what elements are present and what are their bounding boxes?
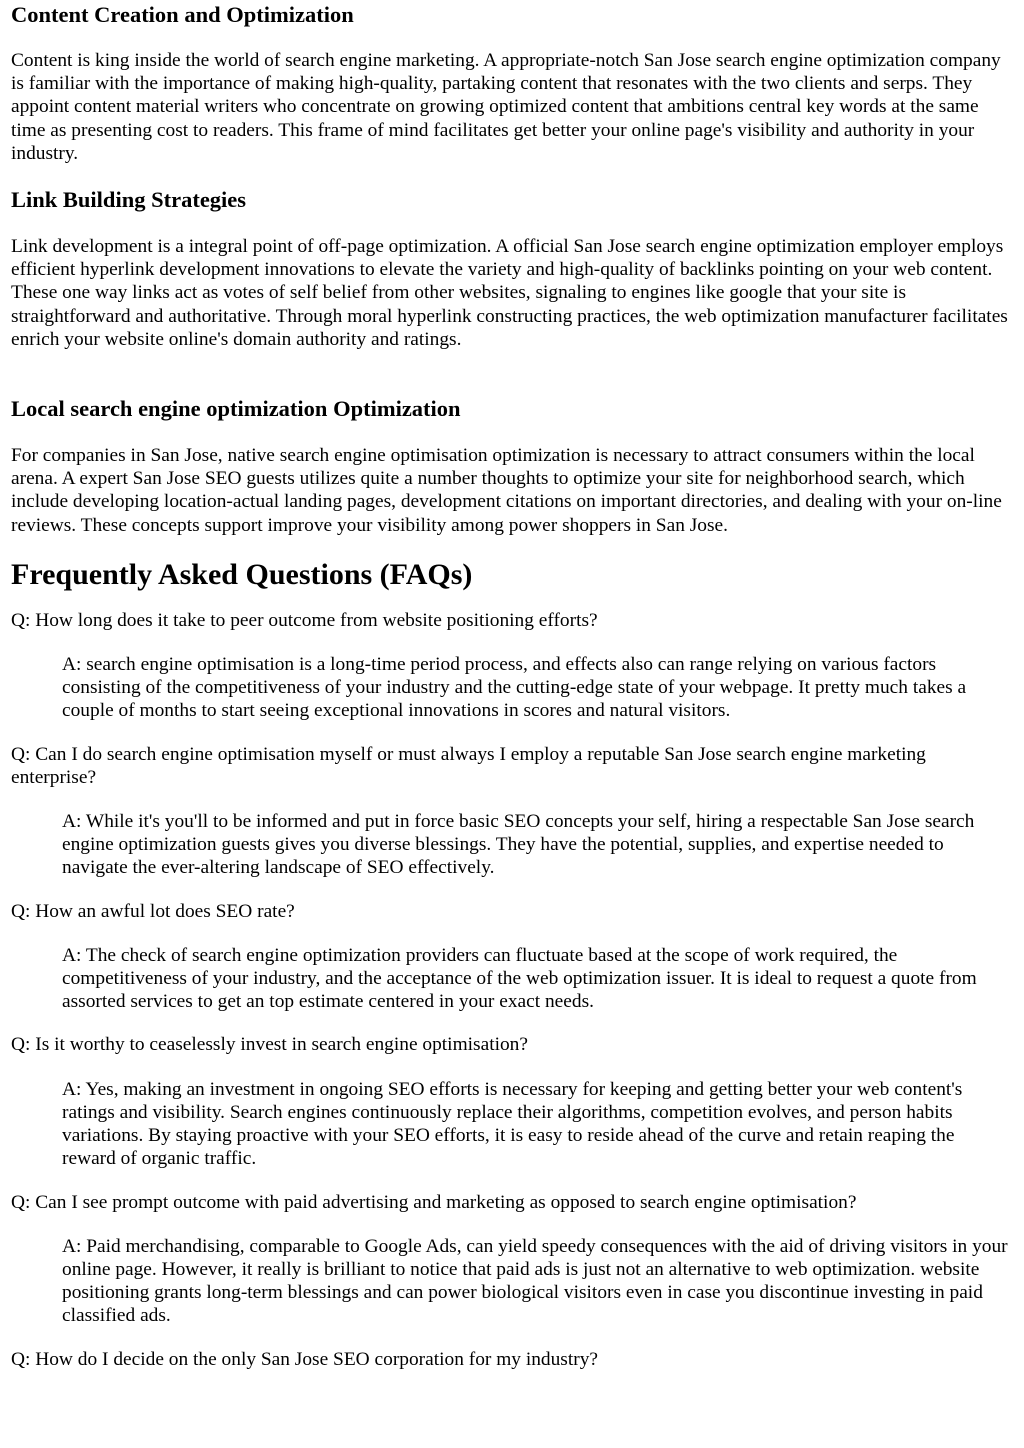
section-heading-local-seo: Local search engine optimization Optimization: [11, 396, 461, 422]
section-paragraph-local-seo: For companies in San Jose, native search engine optimisation optimization is necessary to attract consumers within the local arena. A expert San Jose SEO guests utilizes quite a number thoughts to optimize your site for neighborhood search, which include developing location-actual landing pages, development citations on important directories, and dealing with your on-line reviews. These concepts support improve your visibility among power shoppers in San Jose.: [11, 445, 1002, 536]
faq-answer: A: Paid merchandising, comparable to Google Ads, can yield speedy consequences with the aid of driving visitors in your online page. However, it really is brilliant to notice that paid ads is just not an alternative to web optimization. website positioning grants long-term blessings and can power biological visitors even in case you discontinue investing in paid classified ads.: [62, 1235, 1008, 1327]
faq-question: Q: How do I decide on the only San Jose SEO corporation for my industry?: [11, 1348, 599, 1370]
section-paragraph-content-creation: Content is king inside the world of search engine marketing. A appropriate-notch San Jose search engine optimization company is familiar with the importance of making high-quality, partaking content that resonates with the two clients and serps. They appoint content material writers who concentrate on growing optimized content that ambitions central key words at the same time as presenting cost to readers. This frame of mind facilitates get better your online page's visibility and authority in your industry.: [11, 50, 1001, 164]
faq-question: Q: Can I see prompt outcome with paid advertising and marketing as opposed to search engine optimisation?: [11, 1191, 857, 1213]
faq-answer: A: The check of search engine optimization providers can fluctuate based at the scope of work required, the competitiveness of your industry, and the acceptance of the web optimization issuer. It is ideal to request a quote from assorted services to get an top estimate centered in your exact needs.: [62, 944, 977, 1013]
faq-question: Q: How an awful lot does SEO rate?: [11, 900, 295, 922]
article-content: [11, 0, 1013, 1392]
faq-question: Q: Is it worthy to ceaselessly invest in search engine optimisation?: [11, 1034, 528, 1056]
section-paragraph-link-building: Link development is a integral point of off-page optimization. A official San Jose search engine optimization employer employs efficient hyperlink development innovations to elevate the variety and high-quality of backlinks pointing on your web content. These one way links act as votes of self belief from other websites, signaling to engines like google that your site is straightforward and authoritative. Through moral hyperlink constructing practices, the web optimization manufacturer facilitates enrich your website online's domain authority and ratings.: [11, 236, 1008, 350]
faq-question: Q: How long does it take to peer outcome from website positioning efforts?: [11, 609, 598, 631]
section-heading-link-building: Link Building Strategies: [11, 187, 247, 213]
faq-answer: A: search engine optimisation is a long-time period process, and effects also can range relying on various factors consisting of the competitiveness of your industry and the cutting-edge state of your webpage. It pretty much takes a couple of months to start seeing exceptional innovations in scores and natural visitors.: [62, 654, 967, 722]
faq-question: Q: Can I do search engine optimisation myself or must always I employ a reputable San Jose search engine marketing enterprise?: [11, 743, 926, 788]
faq-heading: Frequently Asked Questions (FAQs): [11, 557, 473, 591]
faq-list: [11, 609, 1013, 1371]
section-heading-content-creation: Content Creation and Optimization: [11, 2, 354, 27]
faq-answer: A: Yes, making an investment in ongoing SEO efforts is necessary for keeping and getting better your web content's ratings and visibility. Search engines continuously replace their algorithms, competition evolves, and person habits variations. By staying proactive with your SEO efforts, it is easy to reside ahead of the curve and retain reaping the reward of organic traffic.: [62, 1078, 963, 1170]
faq-answer: A: While it's you'll to be informed and put in force basic SEO concepts your self, hiring a respectable San Jose search engine optimization guests gives you diverse blessings. They have the potential, supplies, and expertise needed to navigate the ever-altering landscape of SEO effectively.: [62, 811, 975, 879]
